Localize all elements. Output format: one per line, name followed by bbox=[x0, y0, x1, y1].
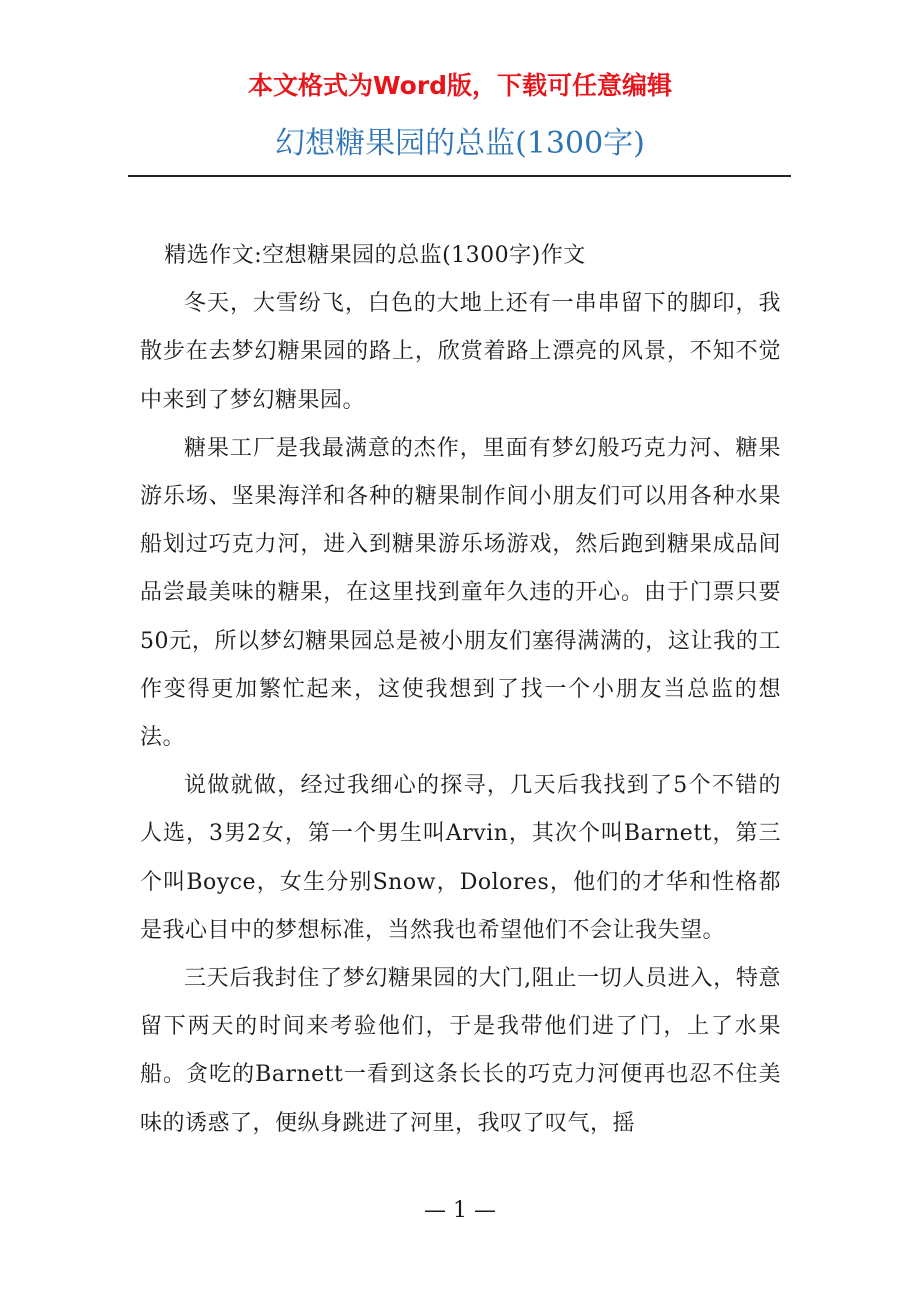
article-body bbox=[140, 232, 781, 1148]
article-paragraph-1: 冬天，大雪纷飞，白色的大地上还有一串串留下的脚印，我散步在去梦幻糖果园的路上，欣赏着路上漂亮的风景，不知不觉中来到了梦幻糖果园。 bbox=[140, 291, 781, 413]
article-paragraph-2: 糖果工厂是我最满意的杰作，里面有梦幻般巧克力河、糖果游乐场、坚果海洋和各种的糖果制作间小朋友们可以用各种水果船划过巧克力河，进入到糖果游乐场游戏，然后跑到糖果成品间品尝最美味的糖果，在这里找到童年久违的开心。由于门票只要50元，所以梦幻糖果园总是被小朋友们塞得满满的，这让我的工作变得更加繁忙起来，这使我想到了找一个小朋友当总监的想法。 bbox=[140, 435, 781, 751]
article-paragraph-4: 三天后我封住了梦幻糖果园的大门,阻止一切人员进入，特意留下两天的时间来考验他们，于是我带他们进了门，上了水果船。贪吃的Barnett一看到这条长长的巧克力河便再也忍不住美味的诱惑了，便纵身跳进了河里，我叹了叹气，摇 bbox=[140, 966, 781, 1136]
format-notice: 本文格式为Word版，下载可任意编辑 bbox=[247, 71, 673, 100]
page-number: — 1 — bbox=[424, 1198, 496, 1223]
document-title: 幻想糖果园的总监(1300字) bbox=[275, 126, 645, 161]
article-intro: 精选作文:空想糖果园的总监(1300字)作文 bbox=[164, 243, 586, 268]
article-paragraph-3: 说做就做，经过我细心的探寻，几天后我找到了5个不错的人选，3男2女，第一个男生叫Arvin，其次个叫Barnett，第三个叫Boyce，女生分别Snow，Dolores，他们的才华和性格都是我心目中的梦想标准，当然我也希望他们不会让我失望。 bbox=[140, 773, 781, 943]
title-divider bbox=[128, 175, 791, 177]
